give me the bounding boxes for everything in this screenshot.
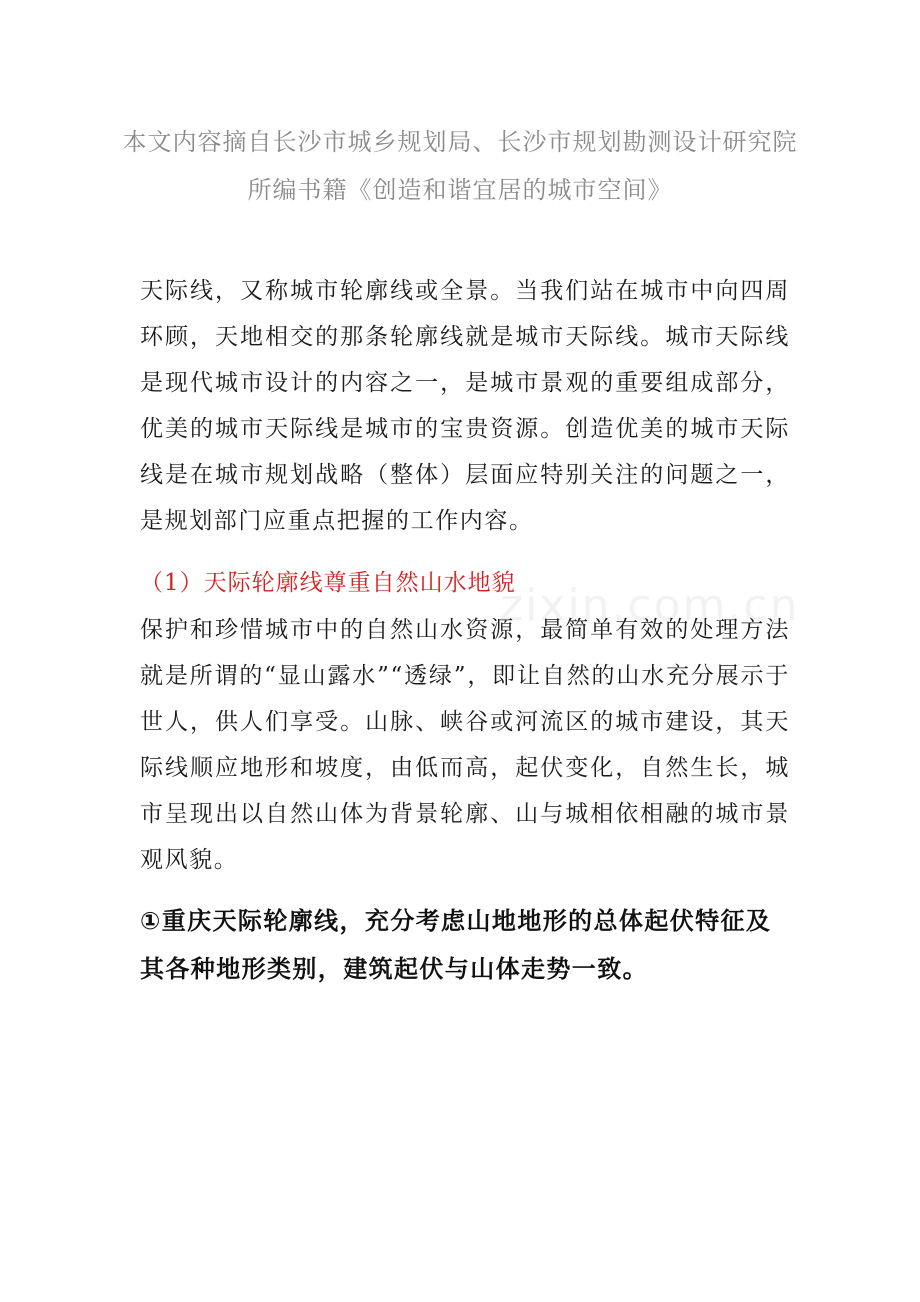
section1-block xyxy=(140,560,790,606)
intro-paragraph: 天际线，又称城市轮廓线或全景。当我们站在城市中向四周环顾，天地相交的那条轮廓线就是城市天际线。城市天际线是现代城市设计的内容之一，是城市景观的重要组成部分，优美的城市天际线是城市的宝贵资源。创造优美的城市天际线是在城市规划战略（整体）层面应特别关注的问题之一，是规划部门应重点把握的工作内容。 xyxy=(140,278,790,534)
section1-paragraph: 保护和珍惜城市中的自然山水资源，最简单有效的处理方法就是所谓的“显山露水”“透绿”，即让自然的山水充分展示于世人，供人们享受。山脉、峡谷或河流区的城市建设，其天际线顺应地形和坡度，由低而高，起伏变化，自然生长，城市呈现出以自然山体为背景轮廓、山与城相依相融的城市景观风貌。 xyxy=(140,617,790,873)
section1-heading: （1）天际轮廓线尊重自然山水地貌 xyxy=(140,570,516,596)
example1-heading: ①重庆天际轮廓线，充分考虑山地地形的总体起伏特征及其各种地形类别，建筑起伏与山体走势一致。 xyxy=(140,907,772,983)
watermark: zixin.com.cn xyxy=(500,580,800,631)
intro-block xyxy=(140,268,790,544)
source-note: 本文内容摘自长沙市城乡规划局、长沙市规划勘测设计研究院所编书籍《创造和谐宜居的城市空间》 xyxy=(122,128,798,204)
section1-body-block xyxy=(140,607,790,883)
example1-block xyxy=(140,897,790,993)
